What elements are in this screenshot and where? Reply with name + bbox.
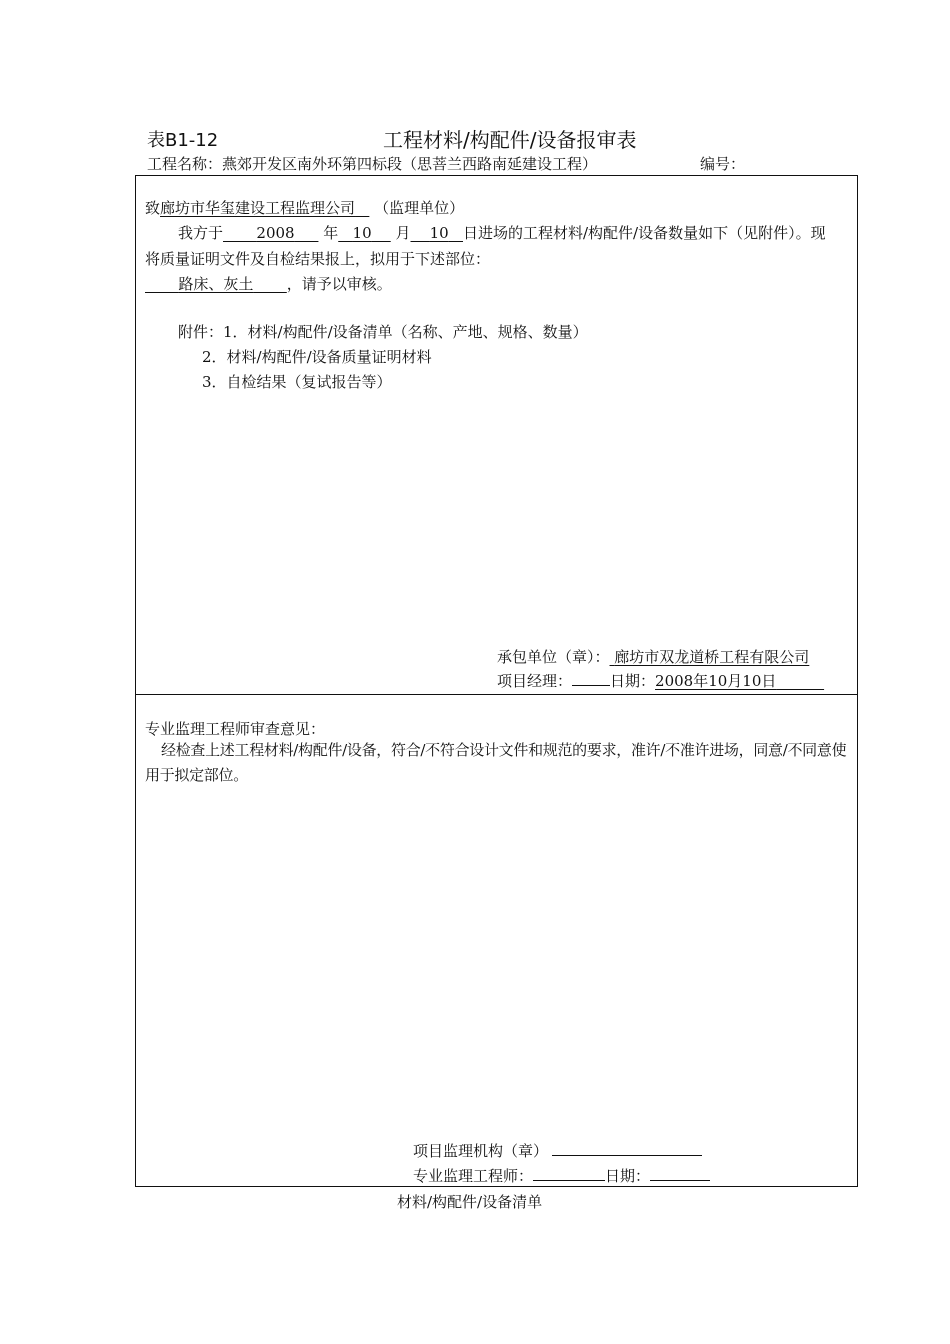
form-number-label: 编号： <box>700 155 746 173</box>
contractor-line <box>497 646 809 667</box>
engineer-signature-line <box>533 1166 605 1181</box>
review-date-line <box>650 1166 710 1181</box>
location-suffix: ，请予以审核。 <box>286 275 392 293</box>
contractor-label: 承包单位（章）： <box>497 648 610 666</box>
org-line <box>413 1140 702 1161</box>
intro-prefix: 我方于 <box>178 224 224 242</box>
entry-month: 10 <box>352 224 372 242</box>
location-line <box>145 273 392 294</box>
day-label: 日进场的工程材料/构配件/设备数量如下（见附件）。现 <box>463 224 826 242</box>
manager-signature-line <box>572 671 610 686</box>
entry-day: 10 <box>429 224 449 242</box>
date-label: 日期： <box>610 672 656 690</box>
entry-year: 2008 <box>256 224 295 242</box>
addressee-line <box>145 197 464 218</box>
review-heading: 专业监理工程师审查意见： <box>145 720 326 738</box>
review-opinion: 经检查上述工程材料/构配件/设备，符合/不符合设计文件和规范的要求，准许/不准许进场，同意/不同意使用于拟定部位。 <box>145 741 847 784</box>
project-name: 工程名称：燕郊开发区南外环第四标段（思菩兰西路南延建设工程） <box>147 155 598 173</box>
attachment-item-2: 2．材料/构配件/设备质量证明材料 <box>202 348 432 366</box>
form-code: 表B1-12 <box>147 130 219 151</box>
supervisor-suffix: （监理单位） <box>374 199 465 217</box>
to-prefix: 致 <box>145 199 161 217</box>
supervisor-company: 廊坊市华玺建设工程监理公司 <box>160 199 356 217</box>
attachment-item-3: 3．自检结果（复试报告等） <box>202 373 392 391</box>
contractor-name: 廊坊市双龙道桥工程有限公司 <box>614 648 810 666</box>
manager-label: 项目经理： <box>497 672 573 690</box>
engineer-line <box>413 1165 710 1186</box>
attachment-item-1: 附件：1．材料/构配件/设备清单（名称、产地、规格、数量） <box>178 323 588 341</box>
footer-caption: 材料/构配件/设备清单 <box>397 1193 543 1211</box>
submission-date: 2008年10月10日 <box>655 672 777 690</box>
page-title: 工程材料/构配件/设备报审表 <box>383 128 637 152</box>
engineer-label: 专业监理工程师： <box>413 1167 534 1185</box>
year-label: 年 <box>323 224 339 242</box>
manager-line <box>497 670 824 691</box>
month-label: 月 <box>395 224 411 242</box>
org-signature-line <box>552 1141 702 1156</box>
usage-location: 路床、灰土 <box>178 275 254 293</box>
review-date-label: 日期： <box>605 1167 651 1185</box>
section-divider <box>136 694 857 695</box>
intro-line <box>178 222 826 243</box>
org-label: 项目监理机构（章） <box>413 1142 549 1160</box>
intro-line-2: 将质量证明文件及自检结果报上，拟用于下述部位： <box>145 250 491 268</box>
